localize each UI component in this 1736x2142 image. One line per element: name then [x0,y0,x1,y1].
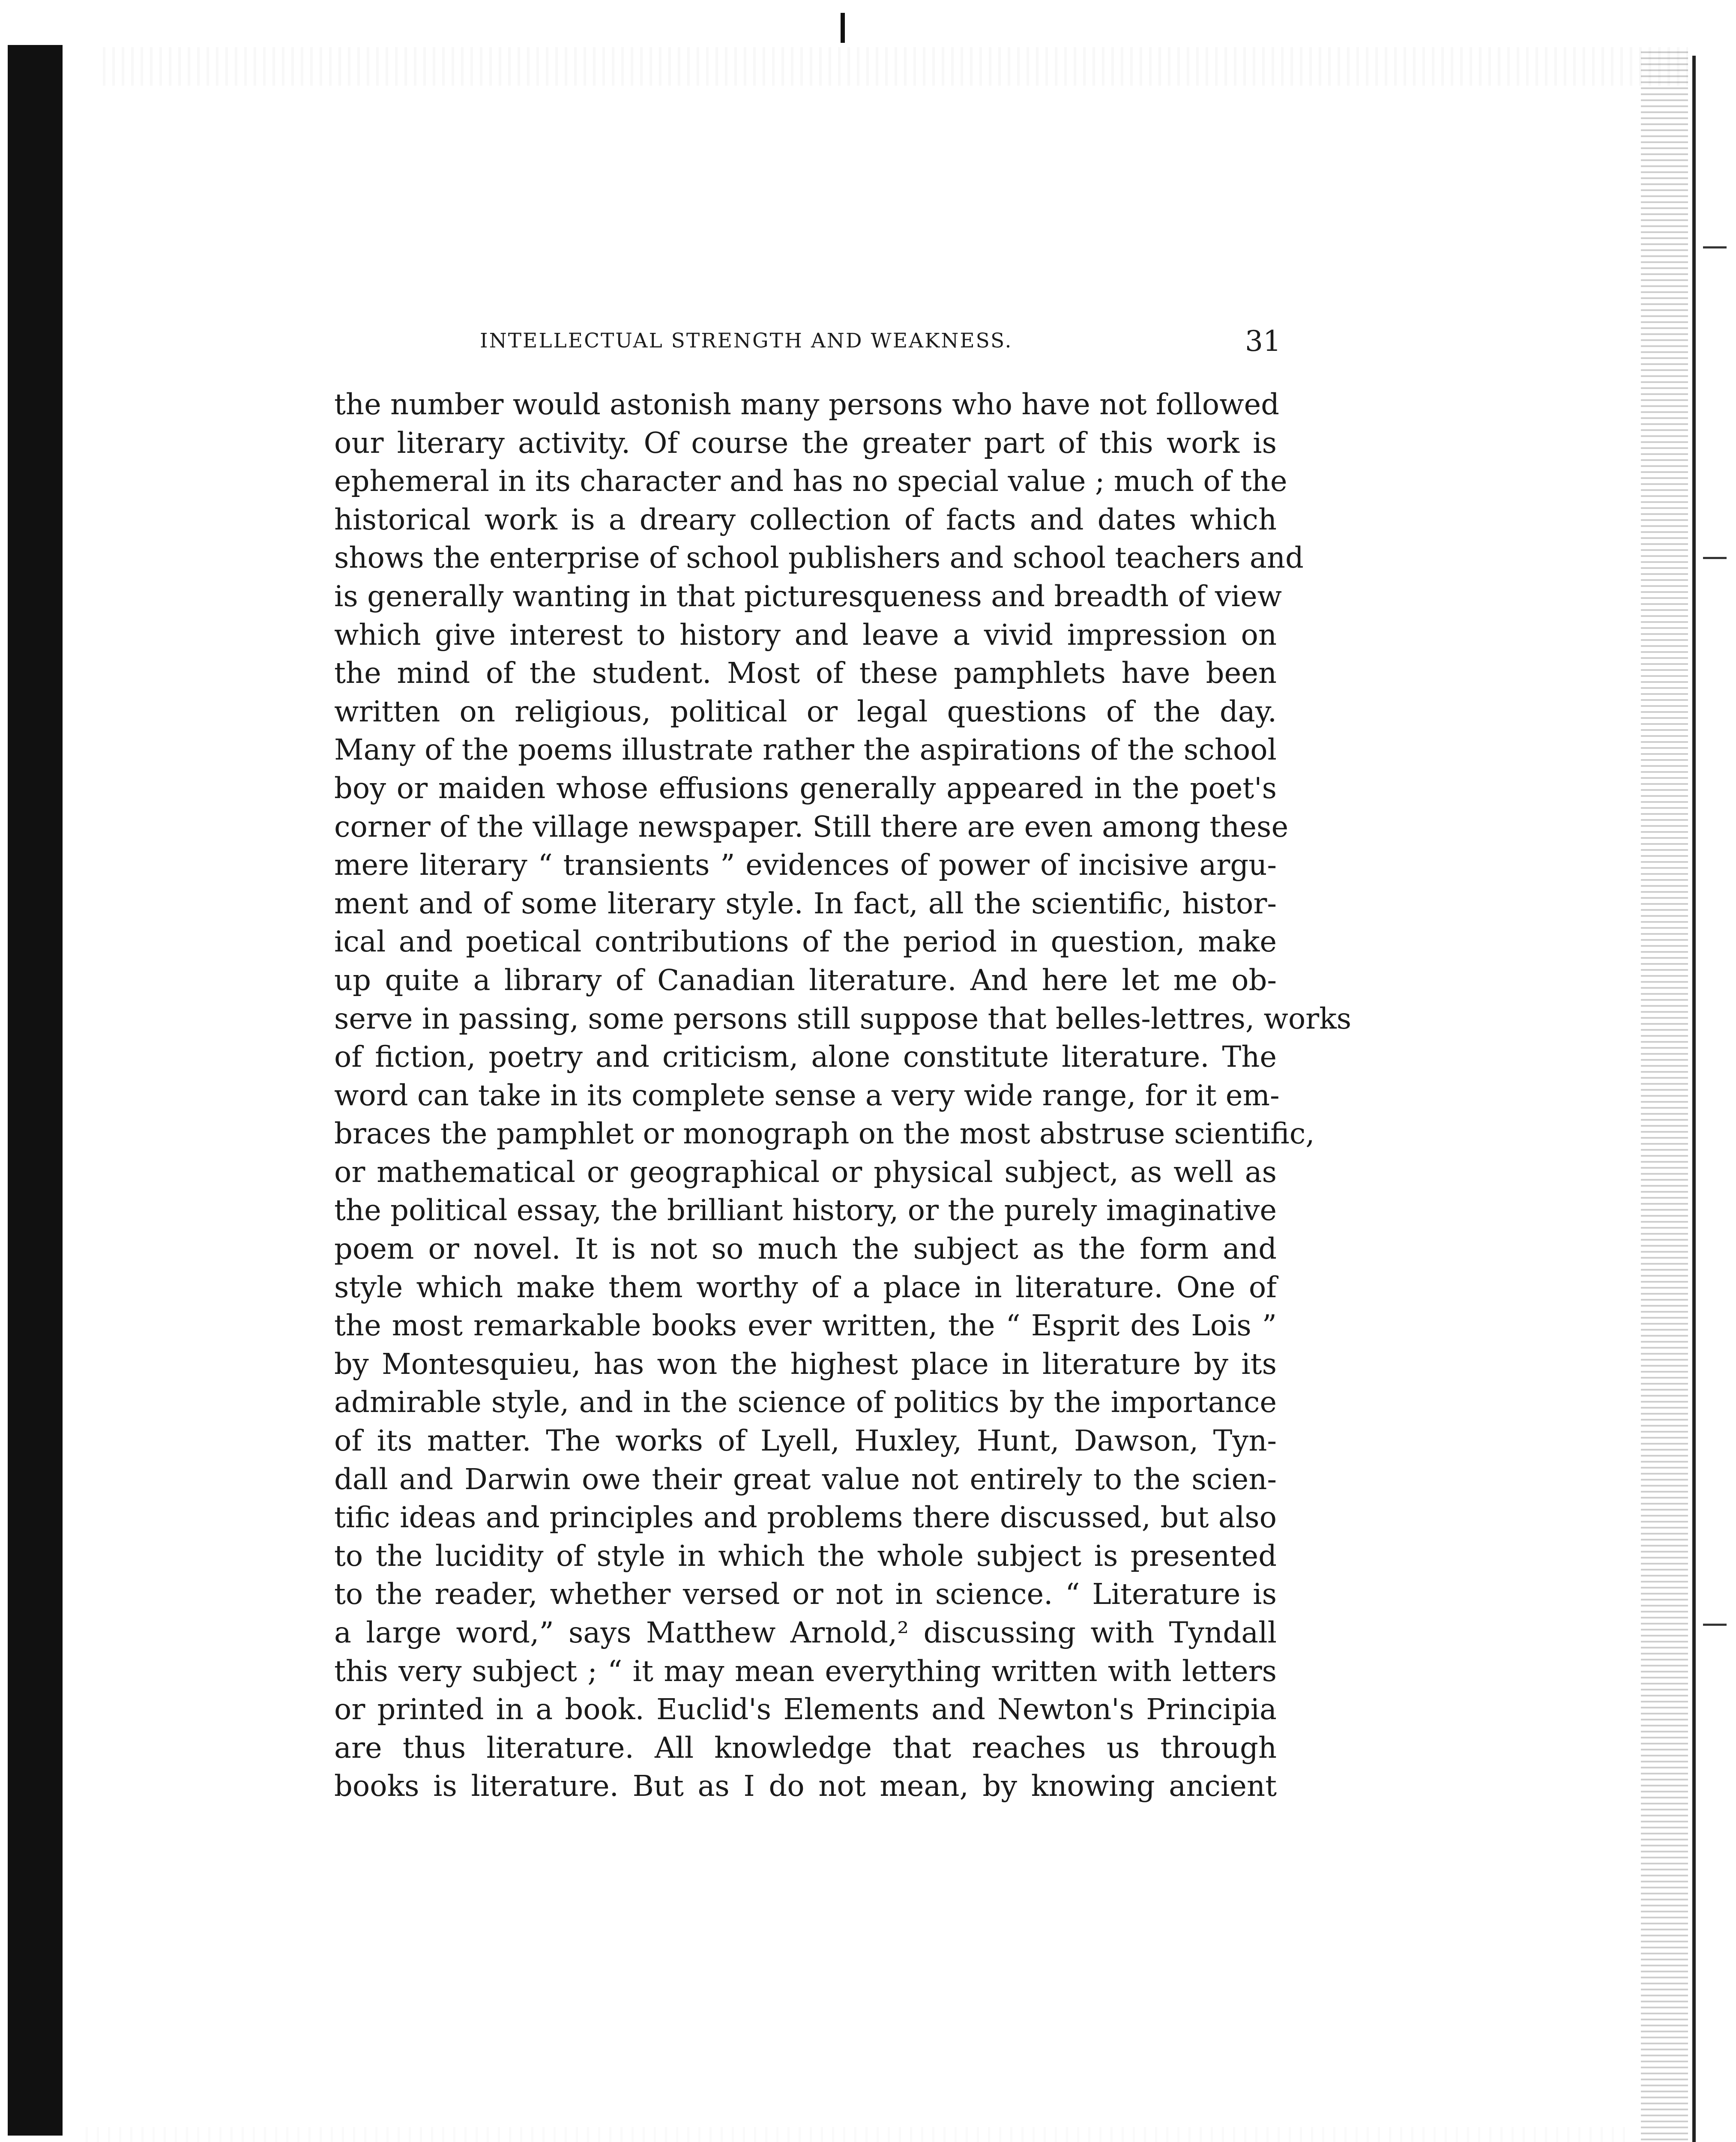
page-edge-dash [1703,246,1727,248]
text-line: tific ideas and principles and problems there discussed, but also [334,1501,1277,1535]
scan-mark-top [841,13,845,43]
text-line: style which make them worthy of a place in literature. One of [334,1270,1277,1304]
text-line: is generally wanting in that picturesqueness and breadth of view [334,579,1282,613]
text-line: to the reader, whether versed or not in science. “ Literature is [334,1577,1277,1611]
page-number: 31 [1245,325,1281,358]
scan-noise-top [103,47,1688,86]
text-line: up quite a library of Canadian literature. And here let me ob- [334,963,1277,997]
text-line: word can take in its complete sense a very wide range, for it em- [334,1078,1280,1112]
text-line: the mind of the student. Most of these pamphlets have been [334,656,1277,690]
text-line: historical work is a dreary collection of facts and dates which [334,503,1277,536]
text-line: corner of the village newspaper. Still there are even among these [334,810,1289,844]
binding-shadow-left [8,45,63,2136]
text-line: by Montesquieu, has won the highest place in literature by its [334,1347,1277,1381]
scan-noise-bottom [86,2127,1628,2142]
text-line: shows the enterprise of school publishers and school teachers and [334,541,1304,575]
text-line: boy or maiden whose effusions generally appeared in the poet's [334,771,1277,805]
text-line: the number would astonish many persons who have not followed [334,388,1280,421]
text-line: braces the pamphlet or monograph on the most abstruse scientific, [334,1117,1315,1151]
running-title: INTELLECTUAL STRENGTH AND WEAKNESS. [480,329,1013,353]
text-line: of fiction, poetry and criticism, alone constitute literature. The [334,1040,1277,1074]
text-line: poem or novel. It is not so much the subject as the form and [334,1232,1277,1266]
text-line: this very subject ; “ it may mean everything written with letters [334,1654,1277,1688]
text-line: the most remarkable books ever written, the “ Esprit des Lois ” [334,1309,1277,1343]
text-line: ephemeral in its character and has no special value ; much of the [334,464,1287,498]
running-head [480,325,1281,363]
text-line: are thus literature. All knowledge that reaches us through [334,1731,1277,1765]
page-edge-right [1641,51,1688,2142]
page-edge-dash [1703,557,1727,559]
body-text [334,386,1352,1806]
text-line: or mathematical or geographical or physical subject, as well as [334,1155,1277,1189]
text-line: mere literary “ transients ” evidences of power of incisive argu- [334,848,1277,882]
text-line: books is literature. But as I do not mean, by knowing ancient [334,1769,1277,1803]
text-line: to the lucidity of style in which the whole subject is presented [334,1539,1277,1573]
text-line: admirable style, and in the science of politics by the importance [334,1385,1277,1419]
page-border-right [1692,56,1696,2142]
text-line: our literary activity. Of course the greater part of this work is [334,426,1277,460]
text-line: ment and of some literary style. In fact, all the scientific, histor- [334,886,1277,920]
text-line: dall and Darwin owe their great value not entirely to the scien- [334,1462,1277,1496]
text-line: serve in passing, some persons still suppose that belles-lettres, works [334,1002,1352,1035]
text-line: written on religious, political or legal questions of the day. [334,694,1277,728]
text-line: a large word,” says Matthew Arnold,² discussing with Tyndall [334,1616,1277,1649]
text-line: Many of the poems illustrate rather the aspirations of the school [334,733,1277,767]
text-line: which give interest to history and leave a vivid impression on [334,618,1277,652]
text-line: or printed in a book. Euclid's Elements and Newton's Principia [334,1693,1277,1726]
text-line: the political essay, the brilliant history, or the purely imaginative [334,1194,1277,1227]
text-line: ical and poetical contributions of the period in question, make [334,925,1277,959]
text-line: of its matter. The works of Lyell, Huxley, Hunt, Dawson, Tyn- [334,1424,1277,1458]
page-edge-dash [1703,1624,1727,1626]
